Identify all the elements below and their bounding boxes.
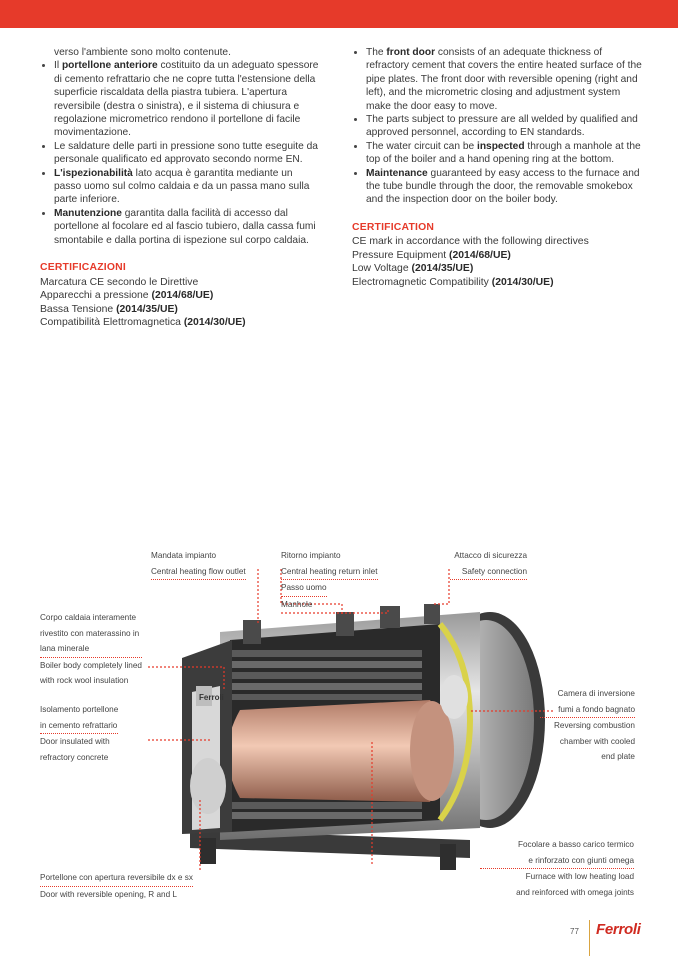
label-manhole: Passo uomo Manhole: [281, 580, 327, 612]
cert-line: Pressure Equipment (2014/68/UE): [352, 249, 511, 261]
door-refractory: [190, 758, 226, 814]
cert-line: Electromagnetic Compatibility (2014/30/UE): [352, 277, 554, 289]
boiler-cutaway-diagram: [0, 540, 678, 900]
cert-line: Apparecchi a pressione (2014/68/UE): [40, 290, 214, 302]
label-return-inlet: Ritorno impianto Central heating return inlet: [281, 548, 378, 580]
label-boiler-body: Corpo caldaia interamente rivestito con materassino in lana minerale Boiler body completely lined with rock wool insulation: [40, 613, 142, 685]
label-safety-connection: Attacco di sicurezza Safety connection: [450, 548, 527, 580]
flow-outlet-nozzle: [243, 620, 261, 644]
list-item: • The front door consists of an adequate thickness of refractory cement that covers the entire heated surface of the pipe plates. The front door with reversible opening (right and left), and the micrometric closing and adjustment system make the door easy to move.: [366, 46, 642, 113]
english-column: [352, 46, 642, 290]
italian-intro: verso l'ambiente sono molto contenute.: [54, 47, 231, 58]
cert-line: Marcatura CE secondo le Direttive: [40, 276, 199, 288]
page-number: 77: [570, 927, 579, 936]
italian-cert-title: CERTIFICAZIONI: [40, 262, 126, 274]
label-flow-outlet: Mandata impianto Central heating flow outlet: [151, 548, 246, 580]
list-item: • Il portellone anteriore costituito da un adeguato spessore di cemento refrattario che ne copre tutta l'estensione della superficie riscaldata della piastra tubiera. L'apertura reversibile (destra o sinistra), e il sistema di chiusura e regolazione micrometrico rendono il portellone di facile movimentazione.: [54, 59, 320, 139]
top-color-bar: [0, 0, 678, 28]
ferroli-logo: Ferroli: [596, 921, 641, 938]
list-item: • Manutenzione garantita dalla facilità di accesso dal portellone al focolare ed al fascio tubiero, dalla cassa fumi smontabile e dalla portina di ispezione sul corpo caldaia.: [54, 207, 320, 247]
safety-nozzle: [424, 604, 440, 624]
return-inlet-nozzle: [336, 612, 354, 636]
list-item: • L'ispezionabilità lato acqua è garantita mediante un passo uomo sul colmo caldaia e da un passa mano sulla parte inferiore.: [54, 167, 320, 207]
cert-line: Bassa Tensione (2014/35/UE): [40, 303, 178, 315]
italian-bullet-list: [40, 59, 320, 247]
list-item: • The parts subject to pressure are all welded by qualified and approved personnel, according to EN standards.: [366, 113, 642, 140]
front-badge-text: Ferroli: [199, 693, 224, 702]
cert-line: CE mark in accordance with the following directives: [352, 236, 589, 248]
label-reversible-door: Portellone con apertura reversibile dx e sx Door with reversible opening, R and L: [40, 870, 193, 902]
label-furnace: Focolare a basso carico termico e rinforzato con giunti omega Furnace with low heating load and reinforced with omega joints: [480, 837, 634, 900]
english-cert-title: CERTIFICATION: [352, 221, 435, 233]
label-door-insulation: Isolamento portellone in cemento refrattario Door insulated with refractory concrete: [40, 705, 119, 762]
inspection-door: [440, 675, 468, 719]
cert-line: Compatibilità Elettromagnetica (2014/30/UE): [40, 317, 246, 329]
label-reversing-chamber: Camera di inversione fumi a fondo bagnato Reversing combustion chamber with cooled end plate: [540, 686, 635, 765]
list-item: • The water circuit can be inspected through a manhole at the top of the boiler and a hand opening ring at the bottom.: [366, 140, 642, 167]
list-item: • Le saldature delle parti in pressione sono tutte eseguite da personale qualificato ed approvato secondo norme EN.: [54, 140, 320, 167]
base-leg: [440, 844, 456, 870]
footer-separator: [589, 920, 590, 956]
italian-column: [40, 46, 320, 330]
manhole-nozzle: [380, 606, 400, 628]
list-item: • Maintenance guaranteed by easy access to the furnace and the tube bundle through the door, the removable smokebox and the inspection door on the boiler body.: [366, 167, 642, 207]
base-leg: [200, 838, 216, 864]
cert-line: Low Voltage (2014/35/UE): [352, 263, 474, 275]
english-bullet-list: [352, 46, 642, 207]
